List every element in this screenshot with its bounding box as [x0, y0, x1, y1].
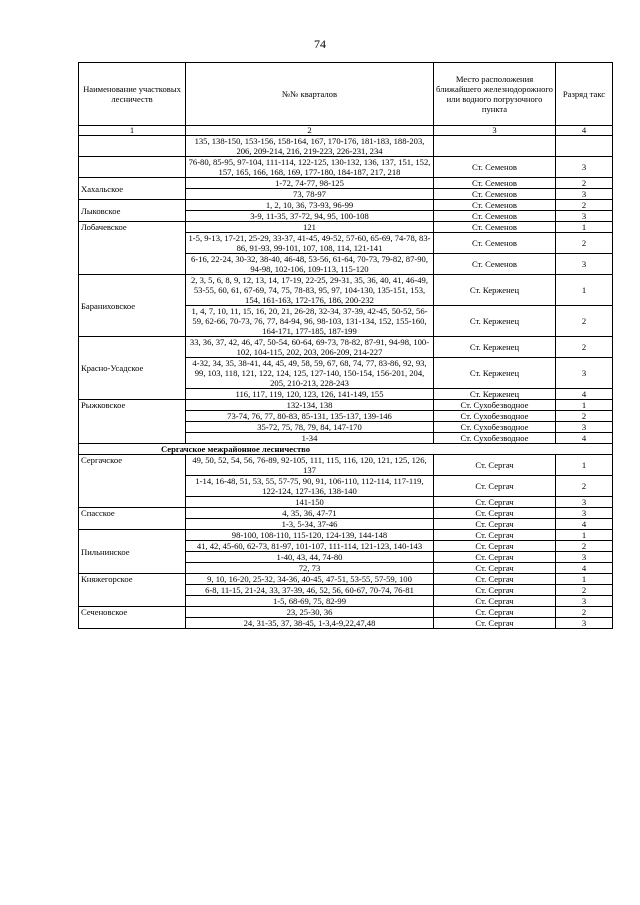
quarters-cell: 1-5, 9-13, 17-21, 25-29, 33-37, 41-45, 49-52, 57-60, 65-69, 74-78, 83-86, 91-93, 99-101, 107, 108, 114, 121-141	[186, 233, 434, 254]
loading-point-cell	[434, 136, 556, 157]
table-row	[79, 222, 613, 233]
tax-class-cell: 2	[556, 337, 613, 358]
tax-class-cell: 2	[556, 541, 613, 552]
quarters-cell: 49, 50, 52, 54, 56, 76-89, 92-105, 111, 115, 116, 120, 121, 125, 126, 137	[186, 455, 434, 476]
loading-point-cell: Ст. Сергач	[434, 607, 556, 618]
table-row	[79, 607, 613, 618]
loading-point-cell: Ст. Сухобезводное	[434, 433, 556, 444]
tax-class-cell: 1	[556, 222, 613, 233]
loading-point-cell: Ст. Сергач	[434, 585, 556, 596]
quarters-cell: 2, 3, 5, 6, 8, 9, 12, 13, 14, 17-19, 22-25, 29-31, 35, 36, 40, 41, 46-49, 53-55, 60, 61, 67-69, 74, 75, 78-83, 95, 97, 104-130, 135-151, 153, 154, 161-163, 172-176, 186, 200-232	[186, 275, 434, 306]
quarters-cell: 35-72, 75, 78, 79, 84, 147-170	[186, 422, 434, 433]
quarters-cell: 1, 4, 7, 10, 11, 15, 16, 20, 21, 26-28, 32-34, 37-39, 42-45, 50-52, 56-59, 62-66, 70-73, 76, 77, 84-94, 96, 98-103, 131-134, 152, 155-160, 164-171, 177-185, 187-199	[186, 306, 434, 337]
tax-class-cell: 4	[556, 389, 613, 400]
quarters-cell: 9, 10, 16-20, 25-32, 34-36, 40-45, 47-51, 53-55, 57-59, 100	[186, 574, 434, 585]
header-num-4: 4	[556, 126, 613, 136]
quarters-cell: 6-16, 22-24, 30-32, 38-40, 46-48, 53-56, 61-64, 70-73, 79-82, 87-90, 94-98, 102-106, 109-113, 115-120	[186, 254, 434, 275]
tax-class-cell: 3	[556, 497, 613, 508]
forestry-name-cell: Бараниховское	[79, 275, 186, 337]
quarters-cell: 1-40, 43, 44, 74-80	[186, 552, 434, 563]
loading-point-cell: Ст. Керженец	[434, 306, 556, 337]
forest-tax-table	[78, 62, 613, 629]
tax-class-cell: 1	[556, 400, 613, 411]
table-row	[79, 275, 613, 306]
forestry-name-cell: Сеченовское	[79, 607, 186, 629]
table-row	[79, 337, 613, 358]
table-body	[79, 136, 613, 629]
loading-point-cell: Ст. Керженец	[434, 358, 556, 389]
table-header	[79, 63, 613, 136]
tax-class-cell: 2	[556, 200, 613, 211]
table-row	[79, 178, 613, 189]
header-num-2: 2	[186, 126, 434, 136]
tax-class-cell: 4	[556, 433, 613, 444]
loading-point-cell: Ст. Сергач	[434, 455, 556, 476]
forestry-name-cell: Красно-Усадское	[79, 337, 186, 400]
quarters-cell: 72, 73	[186, 563, 434, 574]
forestry-name-cell: Рыжковское	[79, 400, 186, 444]
forestry-name-cell: Спасское	[79, 508, 186, 530]
quarters-cell: 4-32, 34, 35, 38-41, 44, 45, 49, 58, 59, 67, 68, 74, 77, 83-86, 92, 93, 99, 103, 118, 121, 122, 124, 125, 127-140, 150-154, 156-201, 204, 205, 210-213, 228-243	[186, 358, 434, 389]
loading-point-cell: Ст. Сергач	[434, 541, 556, 552]
tax-class-cell: 2	[556, 178, 613, 189]
quarters-cell: 4, 35, 36, 47-71	[186, 508, 434, 519]
loading-point-cell: Ст. Сергач	[434, 563, 556, 574]
loading-point-cell: Ст. Семенов	[434, 211, 556, 222]
quarters-cell: 3-9, 11-35, 37-72, 94, 95, 100-108	[186, 211, 434, 222]
header-num-3: 3	[434, 126, 556, 136]
quarters-cell: 135, 138-150, 153-156, 158-164, 167, 170-176, 181-183, 188-203, 206, 209-214, 216, 219-223, 226-231, 234	[186, 136, 434, 157]
forestry-name-cell	[79, 136, 186, 157]
tax-class-cell: 3	[556, 508, 613, 519]
tax-class-cell: 4	[556, 519, 613, 530]
tax-class-cell: 1	[556, 530, 613, 541]
page-number: 74	[314, 37, 326, 51]
quarters-cell: 1-14, 16-48, 51, 53, 55, 57-75, 90, 91, 106-110, 112-114, 117-119, 122-124, 127-136, 138-140	[186, 476, 434, 497]
table-row	[79, 200, 613, 211]
loading-point-cell: Ст. Сергач	[434, 497, 556, 508]
header-quarters: №№ кварталов	[186, 63, 434, 126]
quarters-cell: 141-150	[186, 497, 434, 508]
tax-class-cell: 2	[556, 607, 613, 618]
loading-point-cell: Ст. Сергач	[434, 596, 556, 607]
section-title: Сергачское межрайонное лесничество	[79, 444, 613, 455]
loading-point-cell: Ст. Керженец	[434, 275, 556, 306]
tax-class-cell: 2	[556, 306, 613, 337]
loading-point-cell: Ст. Керженец	[434, 389, 556, 400]
loading-point-cell: Ст. Сухобезводное	[434, 400, 556, 411]
loading-point-cell: Ст. Сухобезводное	[434, 422, 556, 433]
loading-point-cell: Ст. Семенов	[434, 233, 556, 254]
table-row	[79, 455, 613, 476]
loading-point-cell: Ст. Семенов	[434, 222, 556, 233]
loading-point-cell: Ст. Сергач	[434, 476, 556, 497]
loading-point-cell: Ст. Сергач	[434, 552, 556, 563]
forestry-name-cell	[79, 157, 186, 178]
tax-class-cell: 3	[556, 596, 613, 607]
forestry-name-cell: Лыковское	[79, 200, 186, 222]
loading-point-cell: Ст. Сергач	[434, 519, 556, 530]
quarters-cell: 1-5, 68-69, 75, 82-99	[186, 596, 434, 607]
tax-class-cell: 4	[556, 563, 613, 574]
loading-point-cell: Ст. Семенов	[434, 254, 556, 275]
tax-class-cell: 1	[556, 275, 613, 306]
tax-class-cell: 2	[556, 233, 613, 254]
table-row	[79, 530, 613, 541]
tax-class-cell: 3	[556, 189, 613, 200]
loading-point-cell: Ст. Сергач	[434, 508, 556, 519]
tax-class-cell: 3	[556, 422, 613, 433]
table-row	[79, 136, 613, 157]
header-num-1: 1	[79, 126, 186, 136]
quarters-cell: 33, 36, 37, 42, 46, 47, 50-54, 60-64, 69-73, 78-82, 87-91, 94-98, 100-102, 104-115, 202, 203, 206-209, 214-227	[186, 337, 434, 358]
table-row	[79, 574, 613, 585]
tax-class-cell	[556, 136, 613, 157]
tax-class-cell: 1	[556, 574, 613, 585]
forestry-name-cell: Лобачевское	[79, 222, 186, 275]
table-row	[79, 400, 613, 411]
quarters-cell: 98-100, 108-110, 115-120, 124-139, 144-148	[186, 530, 434, 541]
quarters-cell: 121	[186, 222, 434, 233]
quarters-cell: 1-3, 5-34, 37-46	[186, 519, 434, 530]
loading-point-cell: Ст. Семенов	[434, 200, 556, 211]
loading-point-cell: Ст. Сергач	[434, 574, 556, 585]
header-forestry-name: Наименование участковых лесничеств	[79, 63, 186, 126]
tax-class-cell: 1	[556, 455, 613, 476]
tax-class-cell: 3	[556, 157, 613, 178]
quarters-cell: 73, 78-97	[186, 189, 434, 200]
tax-class-cell: 3	[556, 618, 613, 629]
quarters-cell: 132-134, 138	[186, 400, 434, 411]
header-loading-point: Место расположения ближайшего железнодорожного или водного погрузочного пункта	[434, 63, 556, 126]
header-tax-class: Разряд такс	[556, 63, 613, 126]
loading-point-cell: Ст. Сухобезводное	[434, 411, 556, 422]
table-row	[79, 157, 613, 178]
tax-class-cell: 2	[556, 585, 613, 596]
tax-class-cell: 2	[556, 411, 613, 422]
tax-class-cell: 3	[556, 358, 613, 389]
forestry-name-cell: Хахальское	[79, 178, 186, 200]
tax-class-cell: 3	[556, 552, 613, 563]
section-row	[79, 444, 613, 455]
loading-point-cell: Ст. Семенов	[434, 178, 556, 189]
forestry-name-cell: Княжегорское	[79, 574, 186, 607]
loading-point-cell: Ст. Сергач	[434, 530, 556, 541]
quarters-cell: 23, 25-30, 36	[186, 607, 434, 618]
forestry-name-cell: Пильнинское	[79, 530, 186, 574]
quarters-cell: 41, 42, 45-60, 62-73, 81-97, 101-107, 111-114, 121-123, 140-143	[186, 541, 434, 552]
table-row	[79, 508, 613, 519]
quarters-cell: 6-8, 11-15, 21-24, 33, 37-39, 46, 52, 56, 60-67, 70-74, 76-81	[186, 585, 434, 596]
quarters-cell: 24, 31-35, 37, 38-45, 1-3,4-9,22,47,48	[186, 618, 434, 629]
quarters-cell: 73-74, 76, 77, 80-83, 85-131, 135-137, 139-146	[186, 411, 434, 422]
quarters-cell: 76-80, 85-95, 97-104, 111-114, 122-125, 130-132, 136, 137, 151, 152, 157, 165, 166, 168, 169, 177-180, 184-187, 217, 218	[186, 157, 434, 178]
quarters-cell: 1-34	[186, 433, 434, 444]
tax-class-cell: 3	[556, 254, 613, 275]
quarters-cell: 1-72, 74-77, 98-125	[186, 178, 434, 189]
quarters-cell: 1, 2, 10, 36, 73-93, 96-99	[186, 200, 434, 211]
loading-point-cell: Ст. Сергач	[434, 618, 556, 629]
tax-class-cell: 3	[556, 211, 613, 222]
loading-point-cell: Ст. Керженец	[434, 337, 556, 358]
loading-point-cell: Ст. Семенов	[434, 189, 556, 200]
tax-class-cell: 2	[556, 476, 613, 497]
forestry-name-cell: Сергачское	[79, 455, 186, 508]
quarters-cell: 116, 117, 119, 120, 123, 126, 141-149, 155	[186, 389, 434, 400]
loading-point-cell: Ст. Семенов	[434, 157, 556, 178]
